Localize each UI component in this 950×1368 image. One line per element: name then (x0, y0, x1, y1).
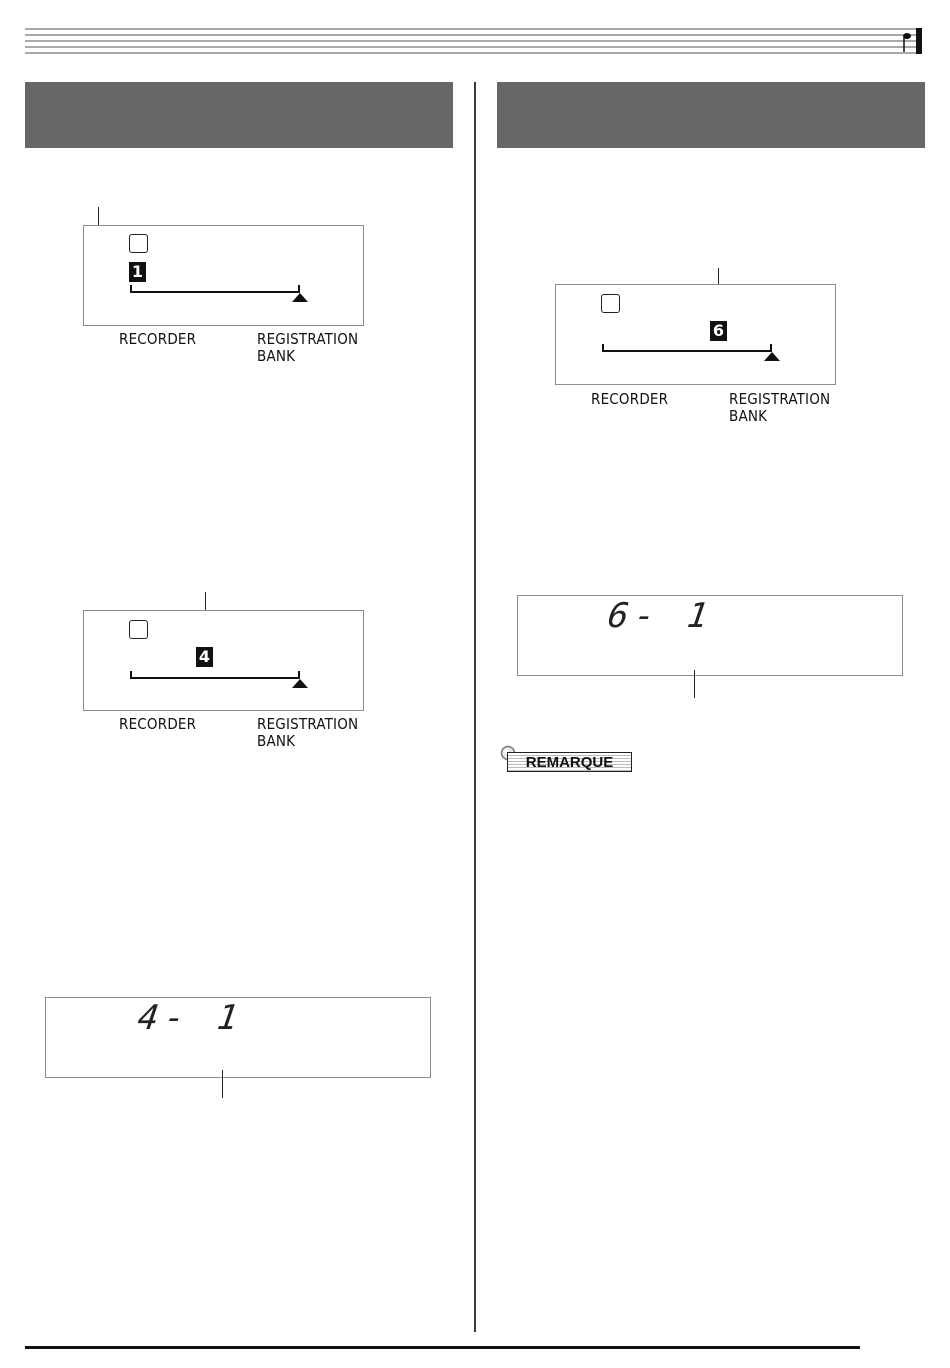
label-recorder: RECORDER (119, 330, 197, 348)
label-registration: REGISTRATION (257, 715, 359, 733)
lcd-panel-3 (555, 284, 836, 385)
lcd-panel-1 (83, 225, 364, 326)
bank-digit-badge: 1 (129, 262, 146, 282)
pointer-triangle-icon (292, 679, 308, 688)
segment-display-value: 4- 1 (135, 998, 247, 1038)
lcd-panel-2 (83, 610, 364, 711)
label-bank: BANK (257, 347, 296, 365)
lcd-indicator-box (129, 234, 148, 253)
column-divider (474, 82, 476, 1332)
bank-digit-badge: 4 (196, 647, 213, 667)
lcd-bar (602, 350, 772, 352)
lcd-bar-tick (298, 671, 300, 679)
lcd-indicator-box (601, 294, 620, 313)
label-registration: REGISTRATION (257, 330, 359, 348)
lcd-bar-tick (602, 344, 604, 352)
pointer-triangle-icon (764, 352, 780, 361)
bank-digit-badge: 6 (710, 321, 727, 341)
label-registration: REGISTRATION (729, 390, 831, 408)
section-header-right (497, 82, 925, 148)
segment-display-value: 6- 1 (605, 596, 717, 636)
callout-line (222, 1070, 223, 1098)
lcd-bar-tick (130, 285, 132, 293)
label-bank: BANK (257, 732, 296, 750)
lcd-bar-tick (130, 671, 132, 679)
callout-line (694, 670, 695, 698)
lcd-bar-tick (770, 344, 772, 352)
music-note-icon (903, 33, 911, 52)
lcd-bar (130, 291, 300, 293)
page-bottom-rule (25, 1346, 860, 1349)
staff-header (25, 28, 922, 54)
pointer-triangle-icon (292, 293, 308, 302)
lcd-indicator-box (129, 620, 148, 639)
remarque-label: REMARQUE (507, 752, 632, 772)
label-bank: BANK (729, 407, 768, 425)
label-recorder: RECORDER (591, 390, 669, 408)
section-header-left (25, 82, 453, 148)
label-recorder: RECORDER (119, 715, 197, 733)
lcd-bar-tick (298, 285, 300, 293)
lcd-bar (130, 677, 300, 679)
